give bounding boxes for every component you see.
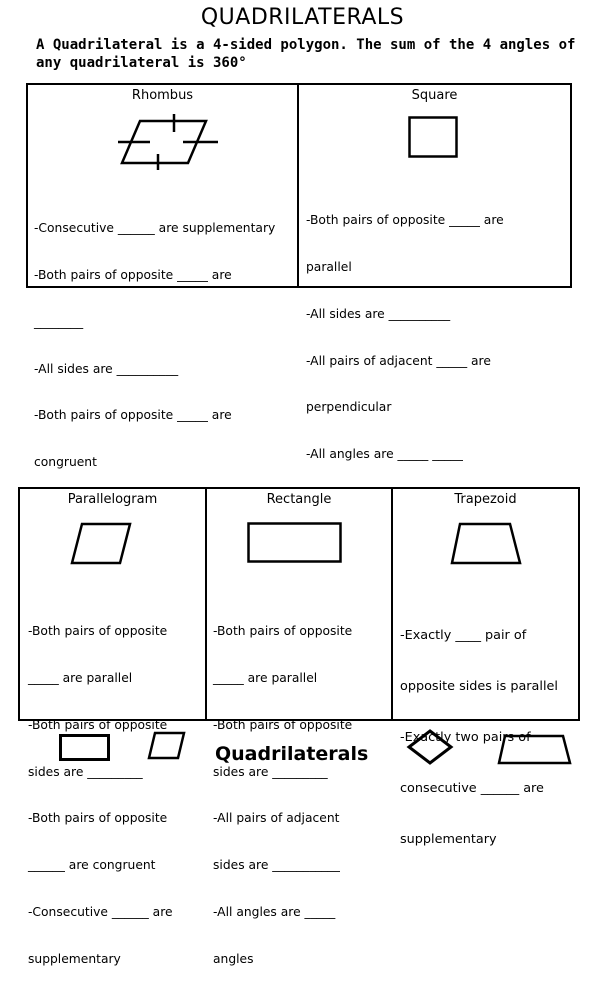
- rectangle-line: sides are _________: [213, 764, 328, 779]
- footer-rhombus-shape: [407, 729, 453, 765]
- parallelogram-line: -Consecutive ______ are: [28, 904, 173, 919]
- bottom-row-divider-2: [391, 487, 393, 721]
- rectangle-line: angles: [213, 951, 254, 966]
- square-heading: Square: [411, 88, 458, 103]
- square-properties: [306, 182, 568, 478]
- square-line: perpendicular: [306, 400, 392, 415]
- footer-trapezoid-shape: [497, 734, 573, 766]
- parallelogram-shape: [70, 522, 132, 566]
- top-row-divider: [297, 83, 299, 288]
- rectangle-line: sides are ___________: [213, 858, 340, 873]
- intro-text: A Quadrilateral is a 4-sided polygon. The sum of the 4 angles of any quadrilateral is 360°: [36, 37, 576, 71]
- rectangle-line: -Both pairs of opposite: [213, 624, 353, 639]
- rhombus-line: -Consecutive ______ are supplementary: [34, 221, 276, 236]
- trapezoid-line: supplementary: [400, 832, 497, 847]
- square-shape: [408, 116, 460, 160]
- rhombus-shape: [118, 114, 228, 174]
- footer-parallelogram-shape: [147, 731, 187, 761]
- page-title: QUADRILATERALS: [200, 5, 405, 30]
- rhombus-properties: [34, 190, 296, 486]
- parallelogram-line: -Both pairs of opposite: [28, 717, 168, 732]
- trapezoid-line: opposite sides is parallel: [400, 679, 558, 694]
- square-line: -All pairs of adjacent _____ are: [306, 353, 491, 368]
- parallelogram-line: _____ are parallel: [28, 670, 133, 685]
- parallelogram-line: -Both pairs of opposite: [28, 811, 168, 826]
- footer-label: Quadrilaterals: [215, 743, 369, 765]
- bottom-row-divider-1: [205, 487, 207, 721]
- parallelogram-heading: Parallelogram: [67, 492, 158, 507]
- square-line: -Both pairs of opposite _____ are: [306, 213, 504, 228]
- parallelogram-line: ______ are congruent: [28, 858, 156, 873]
- square-line: -All angles are _____ _____: [306, 447, 463, 462]
- rectangle-shape: [247, 522, 343, 564]
- rectangle-line: -All angles are _____: [213, 904, 336, 919]
- parallelogram-line: supplementary: [28, 951, 121, 966]
- trapezoid-shape: [450, 522, 522, 566]
- rhombus-line: congruent: [34, 455, 97, 470]
- parallelogram-line: sides are _________: [28, 764, 143, 779]
- rectangle-properties: [213, 593, 389, 983]
- parallelogram-properties: [28, 593, 204, 983]
- trapezoid-line: -Exactly ____ pair of: [400, 628, 527, 643]
- trapezoid-line: -Exactly two pairs of: [400, 730, 531, 745]
- trapezoid-heading: Trapezoid: [454, 492, 517, 507]
- footer-rectangle-shape: [59, 734, 111, 762]
- square-line: -All sides are __________: [306, 306, 451, 321]
- rhombus-heading: Rhombus: [131, 88, 194, 103]
- rectangle-line: -Both pairs of opposite: [213, 717, 353, 732]
- rectangle-line: _____ are parallel: [213, 670, 318, 685]
- rectangle-heading: Rectangle: [266, 492, 332, 507]
- square-line: parallel: [306, 259, 352, 274]
- trapezoid-line: consecutive ______ are: [400, 781, 544, 796]
- rhombus-line: -All sides are __________: [34, 361, 179, 376]
- rhombus-line: -Both pairs of opposite _____ are: [34, 267, 232, 282]
- parallelogram-line: -Both pairs of opposite: [28, 624, 168, 639]
- rhombus-line: ________: [34, 314, 84, 329]
- rhombus-line: -Both pairs of opposite _____ are: [34, 408, 232, 423]
- rectangle-line: -All pairs of adjacent: [213, 811, 340, 826]
